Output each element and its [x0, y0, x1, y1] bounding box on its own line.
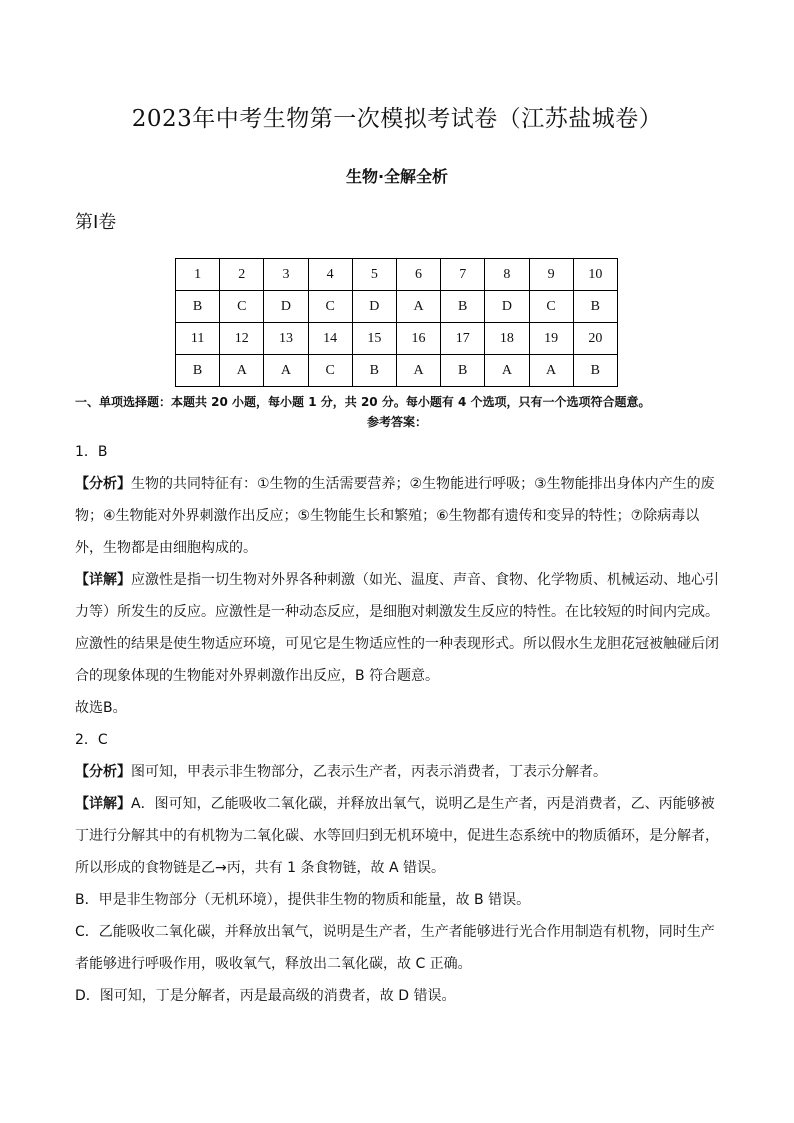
question-2-detail — [75, 788, 725, 884]
answer-cell: C — [220, 291, 264, 323]
question-1-number: 1．B — [75, 444, 108, 460]
answer-cell: B — [441, 291, 485, 323]
question-number-cell: 7 — [441, 259, 485, 291]
answer-cell: B — [573, 291, 617, 323]
solution-body — [75, 436, 725, 1012]
question-number-cell: 17 — [441, 323, 485, 355]
answer-cell: B — [176, 291, 220, 323]
question-number-cell: 3 — [264, 259, 308, 291]
question-number-cell: 15 — [352, 323, 396, 355]
answer-cell: D — [352, 291, 396, 323]
analysis-tag: 【分析】 — [75, 476, 131, 492]
answer-cell: C — [529, 291, 573, 323]
page-subtitle: 生物·全解全析 — [345, 167, 449, 186]
analysis-tag: 【分析】 — [75, 764, 131, 780]
answer-table — [175, 258, 618, 387]
question-number-cell: 6 — [396, 259, 440, 291]
answer-row — [176, 355, 618, 387]
question-number-cell: 13 — [264, 323, 308, 355]
volume-label: 第Ⅰ卷 — [75, 212, 117, 233]
question-number-cell: 20 — [573, 323, 617, 355]
question-2-option-c: C．乙能吸收二氧化碳，并释放出氧气，说明是生产者，生产者能够进行光合作用制造有机物，同时生产者能够进行呼吸作用，吸收氧气，释放出二氧化碳，故 C 正确。 — [75, 924, 715, 972]
page-title: 2023年中考生物第一次模拟考试卷（江苏盐城卷） — [131, 106, 663, 132]
reference-answer-label: 参考答案： — [366, 415, 427, 429]
question-number-cell: 10 — [573, 259, 617, 291]
question-number-cell: 18 — [485, 323, 529, 355]
answer-cell: D — [485, 291, 529, 323]
question-number-cell: 1 — [176, 259, 220, 291]
question-number-row — [176, 259, 618, 291]
question-number-cell: 4 — [308, 259, 352, 291]
question-number-cell: 5 — [352, 259, 396, 291]
section-heading: 一、单项选择题：本题共 20 小题，每小题 1 分，共 20 分。每小题有 4 个选项，只有一个选项符合题意。 — [75, 395, 651, 409]
question-2-analysis — [75, 756, 725, 788]
answer-cell: A — [529, 355, 573, 387]
question-number-cell: 11 — [176, 323, 220, 355]
question-number-row — [176, 323, 618, 355]
answer-row — [176, 291, 618, 323]
answer-cell: D — [264, 291, 308, 323]
question-number-cell: 19 — [529, 323, 573, 355]
detail-tag: 【详解】 — [75, 572, 131, 588]
analysis-text: 图可知，甲表示非生物部分，乙表示生产者，丙表示消费者，丁表示分解者。 — [131, 764, 607, 780]
answer-cell: B — [441, 355, 485, 387]
detail-text: 应激性是指一切生物对外界各种刺激（如光、温度、声音、食物、化学物质、机械运动、地心引力等）所发生的反应。应激性是一种动态反应，是细胞对刺激发生反应的特性。在比较短的时间内完成。应激性的结果是使生物适应环境，可见它是生物适应性的一种表现形式。所以假水生龙胆花冠被触碰后闭合的现象体现的生物能对外界刺激作出反应，B 符合题意。 — [75, 572, 719, 684]
answer-cell: C — [308, 355, 352, 387]
question-2-number: 2．C — [75, 732, 108, 748]
answer-cell: C — [308, 291, 352, 323]
question-number-cell: 2 — [220, 259, 264, 291]
detail-tag: 【详解】 — [75, 796, 131, 812]
answer-cell: A — [220, 355, 264, 387]
answer-cell: B — [573, 355, 617, 387]
question-number-cell: 9 — [529, 259, 573, 291]
answer-cell: B — [176, 355, 220, 387]
question-1-conclusion: 故选B。 — [75, 700, 127, 716]
answer-cell: A — [485, 355, 529, 387]
answer-cell: B — [352, 355, 396, 387]
question-number-cell: 14 — [308, 323, 352, 355]
question-2-option-b: B．甲是非生物部分（无机环境），提供非生物的物质和能量，故 B 错误。 — [75, 892, 531, 908]
question-number-cell: 8 — [485, 259, 529, 291]
answer-cell: A — [264, 355, 308, 387]
question-2-option-d: D．图可知，丁是分解者，丙是最高级的消费者，故 D 错误。 — [75, 988, 456, 1004]
question-number-cell: 12 — [220, 323, 264, 355]
question-1-analysis — [75, 468, 725, 564]
answer-cell: A — [396, 291, 440, 323]
question-number-cell: 16 — [396, 323, 440, 355]
answer-cell: A — [396, 355, 440, 387]
option-a-text: A．图可知，乙能吸收二氧化碳，并释放出氧气，说明乙是生产者，丙是消费者，乙、丙能够被丁进行分解其中的有机物为二氧化碳、水等回归到无机环境中，促进生态系统中的物质循环，是分解者，所以形成的食物链是乙→丙，共有 1 条食物链，故 A 错误。 — [75, 796, 719, 876]
question-1-detail — [75, 564, 725, 692]
analysis-text: 生物的共同特征有：①生物的生活需要营养；②生物能进行呼吸；③生物能排出身体内产生的废物；④生物能对外界刺激作出反应；⑤生物能生长和繁殖；⑥生物都有遗传和变异的特性；⑦除病毒以外，生物都是由细胞构成的。 — [75, 476, 715, 556]
